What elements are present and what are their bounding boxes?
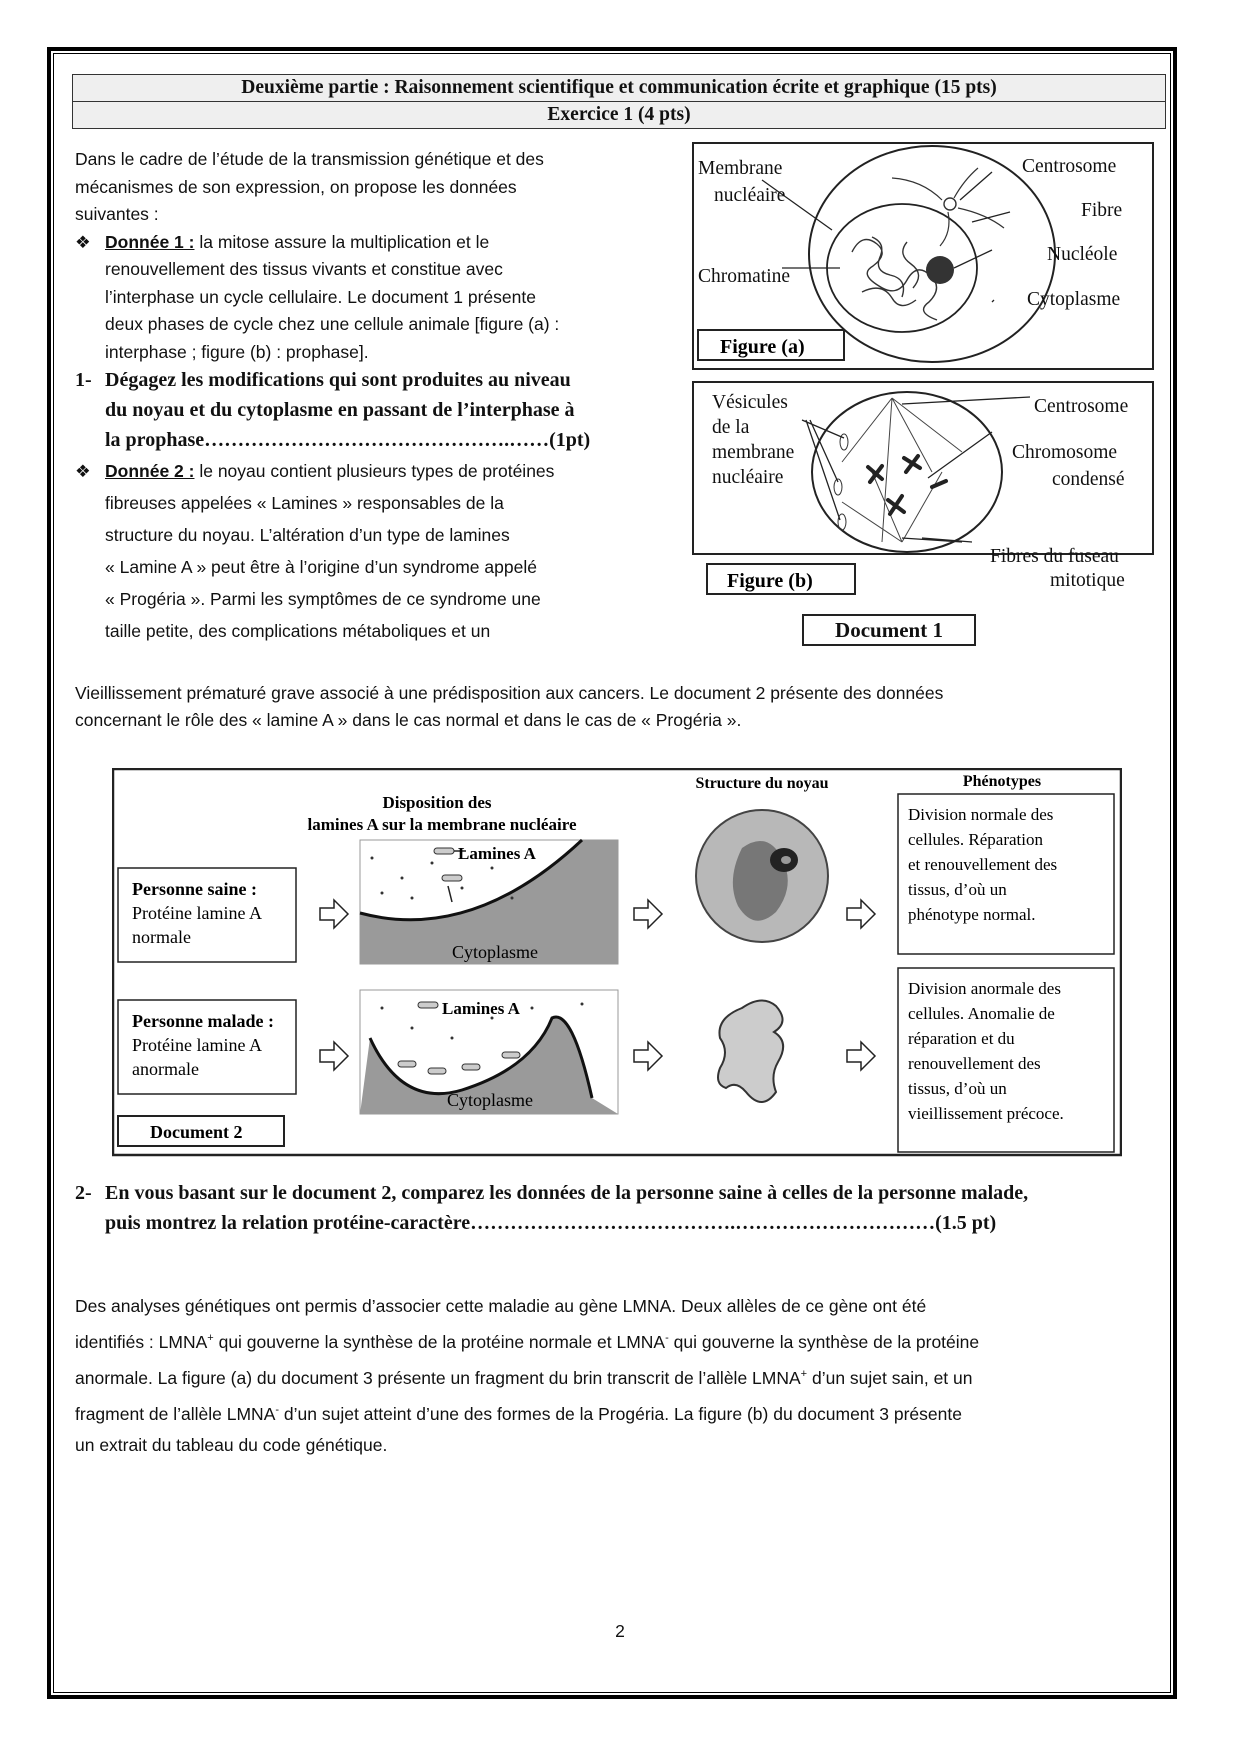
label-centrosome-b: Centrosome bbox=[1034, 396, 1129, 417]
phenotype-line: réparation et du bbox=[908, 1029, 1015, 1048]
question-line: En vous basant sur le document 2, comparez les données de la personne saine à celles de la personne malade, bbox=[105, 1182, 1029, 1204]
document-1-figures bbox=[692, 142, 1154, 615]
document-2-diagram bbox=[112, 768, 1122, 1160]
figure-b-label: Figure (b) bbox=[727, 570, 813, 592]
personne-malade-title: Personne malade : bbox=[132, 1011, 274, 1031]
text-span: d’un sujet sain, et un bbox=[807, 1367, 973, 1388]
phenotype-line: tissus, d’où un bbox=[908, 1079, 1007, 1098]
donnee2-text-line: fibreuses appelées « Lamines » responsables de la bbox=[105, 493, 504, 513]
exercise-title: Exercice 1 (4 pts) bbox=[73, 101, 1165, 128]
question-1 bbox=[75, 365, 675, 455]
paragraph-3-line bbox=[75, 1358, 1170, 1394]
donnee2-text-line: « Progéria ». Parmi les symptômes de ce syndrome une bbox=[105, 589, 541, 609]
donnee2-first-line bbox=[75, 455, 675, 487]
spacer bbox=[802, 612, 803, 613]
document-2-caption: Document 2 bbox=[150, 1122, 243, 1142]
figure-a-label: Figure (a) bbox=[720, 336, 805, 358]
paragraph-3 bbox=[75, 1290, 1170, 1461]
phenotype-line: vieillissement précoce. bbox=[908, 1104, 1064, 1123]
donnee1-text: la mitose assure la multiplication et le bbox=[194, 231, 490, 252]
donnee1-text: deux phases de cycle chez une cellule animale [figure (a) : bbox=[105, 314, 560, 334]
paragraph-3-line bbox=[75, 1394, 1170, 1430]
label-vesicules-3: membrane bbox=[712, 442, 795, 463]
section-header bbox=[72, 74, 1166, 129]
text-span: fragment de l’allèle LMNA bbox=[75, 1403, 276, 1424]
donnee1-text: interphase ; figure (b) : prophase]. bbox=[105, 341, 369, 362]
label-vesicules-4: nucléaire bbox=[712, 467, 784, 488]
label-fibres-fuseau: Fibres du fuseau bbox=[990, 546, 1119, 567]
document-1-caption: Document 1 bbox=[802, 614, 976, 646]
phenotype-line: Division anormale des bbox=[908, 979, 1061, 998]
question-line: puis montrez la relation protéine-caractère………………………………….…………………………(1.5 pt) bbox=[105, 1212, 997, 1234]
phenotype-line: renouvellement des bbox=[908, 1054, 1041, 1073]
superscript: + bbox=[800, 1367, 808, 1380]
intro-line: Dans le cadre de l’étude de la transmission génétique et des bbox=[75, 149, 544, 169]
intro-line: suivantes : bbox=[75, 204, 159, 224]
donnee1-first-line bbox=[75, 229, 675, 257]
question-line: Dégagez les modifications qui sont produites au niveau bbox=[105, 369, 571, 391]
paragraph-3-line bbox=[75, 1322, 1170, 1358]
phenotype-line: tissus, d’où un bbox=[908, 880, 1007, 899]
lamines-a-label-anormal: Lamines A bbox=[442, 999, 520, 1018]
col-phenotypes-title: Phénotypes bbox=[962, 773, 1042, 790]
paragraph-3-line: un extrait du tableau du code génétique. bbox=[75, 1435, 388, 1456]
lamines-a-label-normal: Lamines A bbox=[458, 844, 536, 863]
question-line: la prophase……………………………………….……(1pt) bbox=[105, 429, 591, 451]
donnee1-text: renouvellement des tissus vivants et constitue avec bbox=[105, 259, 503, 279]
noyau-normal-drawing bbox=[696, 810, 828, 942]
label-chromosome-2: condensé bbox=[1052, 469, 1125, 490]
label-centrosome-a: Centrosome bbox=[1022, 156, 1117, 177]
col-disposition-subtitle: lamines A sur la membrane nucléaire bbox=[307, 815, 577, 834]
text-span: qui gouverne la synthèse de la protéine bbox=[668, 1331, 980, 1352]
question-line: du noyau et du cytoplasme en passant de l’interphase à bbox=[105, 399, 575, 421]
donnee2-text-line: structure du noyau. L’altération d’un type de lamines bbox=[105, 525, 510, 545]
label-membrane-nucleaire-a: Membrane bbox=[698, 158, 783, 179]
noyau-anormal-drawing bbox=[718, 1000, 783, 1102]
question-2 bbox=[75, 1178, 1175, 1238]
col-disposition-title: Disposition des bbox=[382, 793, 492, 812]
personne-saine-line: normale bbox=[132, 927, 191, 947]
text-span: identifiés : LMNA bbox=[75, 1331, 208, 1352]
label-chromatine: Chromatine bbox=[698, 266, 791, 287]
section-title: Deuxième partie : Raisonnement scientifique et communication écrite et graphique (15 pts) bbox=[73, 75, 1165, 101]
col-structure-title: Structure du noyau bbox=[695, 775, 829, 792]
question-number: 1- bbox=[75, 369, 92, 391]
superscript: + bbox=[207, 1332, 214, 1344]
label-vesicules-2: de la bbox=[712, 417, 750, 438]
phenotype-line: cellules. Anomalie de bbox=[908, 1004, 1055, 1023]
personne-saine-title: Personne saine : bbox=[132, 879, 257, 899]
phenotype-normal-text bbox=[908, 805, 1057, 924]
document-1 bbox=[692, 142, 1154, 615]
label-fibres-fuseau-2: mitotique bbox=[1050, 570, 1125, 591]
paragraph-2 bbox=[75, 680, 1165, 734]
label-chromosome: Chromosome bbox=[1012, 442, 1118, 463]
donnee2-text-line: taille petite, des complications métaboliques et un bbox=[105, 621, 491, 641]
paragraph-2-line: concernant le rôle des « lamine A » dans le cas normal et dans le cas de « Progéria ». bbox=[75, 710, 742, 730]
bullet-icon: ❖ bbox=[75, 231, 91, 252]
phenotype-line: Division normale des bbox=[908, 805, 1054, 824]
label-vesicules: Vésicules bbox=[712, 392, 788, 413]
document-2 bbox=[112, 768, 1122, 1160]
superscript: - bbox=[665, 1332, 669, 1344]
text-span: anormale. La figure (a) du document 3 présente un fragment du brin transcrit de l’allèle LMNA bbox=[75, 1367, 801, 1388]
donnee2-text bbox=[75, 455, 675, 647]
intro-line: mécanismes de son expression, on propose les données bbox=[75, 176, 517, 197]
donnee2-text-line: « Lamine A » peut être à l’origine d’un syndrome appelé bbox=[105, 557, 537, 577]
text-span: d’un sujet atteint d’une des formes de la Progéria. La figure (b) du document 3 présente bbox=[279, 1403, 962, 1424]
page-number: 2 bbox=[615, 1621, 625, 1641]
personne-malade-line: anormale bbox=[132, 1059, 199, 1079]
paragraph-3-line: Des analyses génétiques ont permis d’associer cette maladie au gène LMNA. Deux allèles de ce gène ont été bbox=[75, 1296, 927, 1316]
text-span: qui gouverne la synthèse de la protéine normale et LMNA bbox=[213, 1331, 666, 1352]
bullet-icon: ❖ bbox=[75, 461, 91, 481]
label-membrane-nucleaire-a-2: nucléaire bbox=[714, 185, 786, 206]
label-cytoplasme-a: Cytoplasme bbox=[1027, 289, 1121, 310]
donnee2-text-line: le noyau contient plusieurs types de protéines bbox=[194, 461, 555, 481]
phenotype-line: et renouvellement des bbox=[908, 855, 1058, 874]
superscript: - bbox=[275, 1403, 280, 1416]
label-fibre: Fibre bbox=[1081, 200, 1123, 221]
intro-text bbox=[75, 146, 675, 366]
cytoplasme-label-normal: Cytoplasme bbox=[452, 942, 538, 962]
paragraph-2-line: Vieillissement prématuré grave associé à une prédisposition aux cancers. Le document 2 présente des données bbox=[75, 683, 944, 703]
donnee1-label: Donnée 1 : bbox=[105, 231, 195, 252]
question-number: 2- bbox=[75, 1182, 92, 1204]
donnee2-label: Donnée 2 : bbox=[105, 461, 195, 481]
phenotype-line: phénotype normal. bbox=[908, 905, 1036, 924]
personne-saine-line: Protéine lamine A bbox=[132, 903, 262, 923]
label-nucleole: Nucléole bbox=[1047, 244, 1118, 265]
phenotype-line: cellules. Réparation bbox=[908, 830, 1044, 849]
donnee1-text: l’interphase un cycle cellulaire. Le document 1 présente bbox=[105, 286, 536, 307]
personne-malade-line: Protéine lamine A bbox=[132, 1035, 262, 1055]
cytoplasme-label-anormal: Cytoplasme bbox=[447, 1090, 533, 1110]
